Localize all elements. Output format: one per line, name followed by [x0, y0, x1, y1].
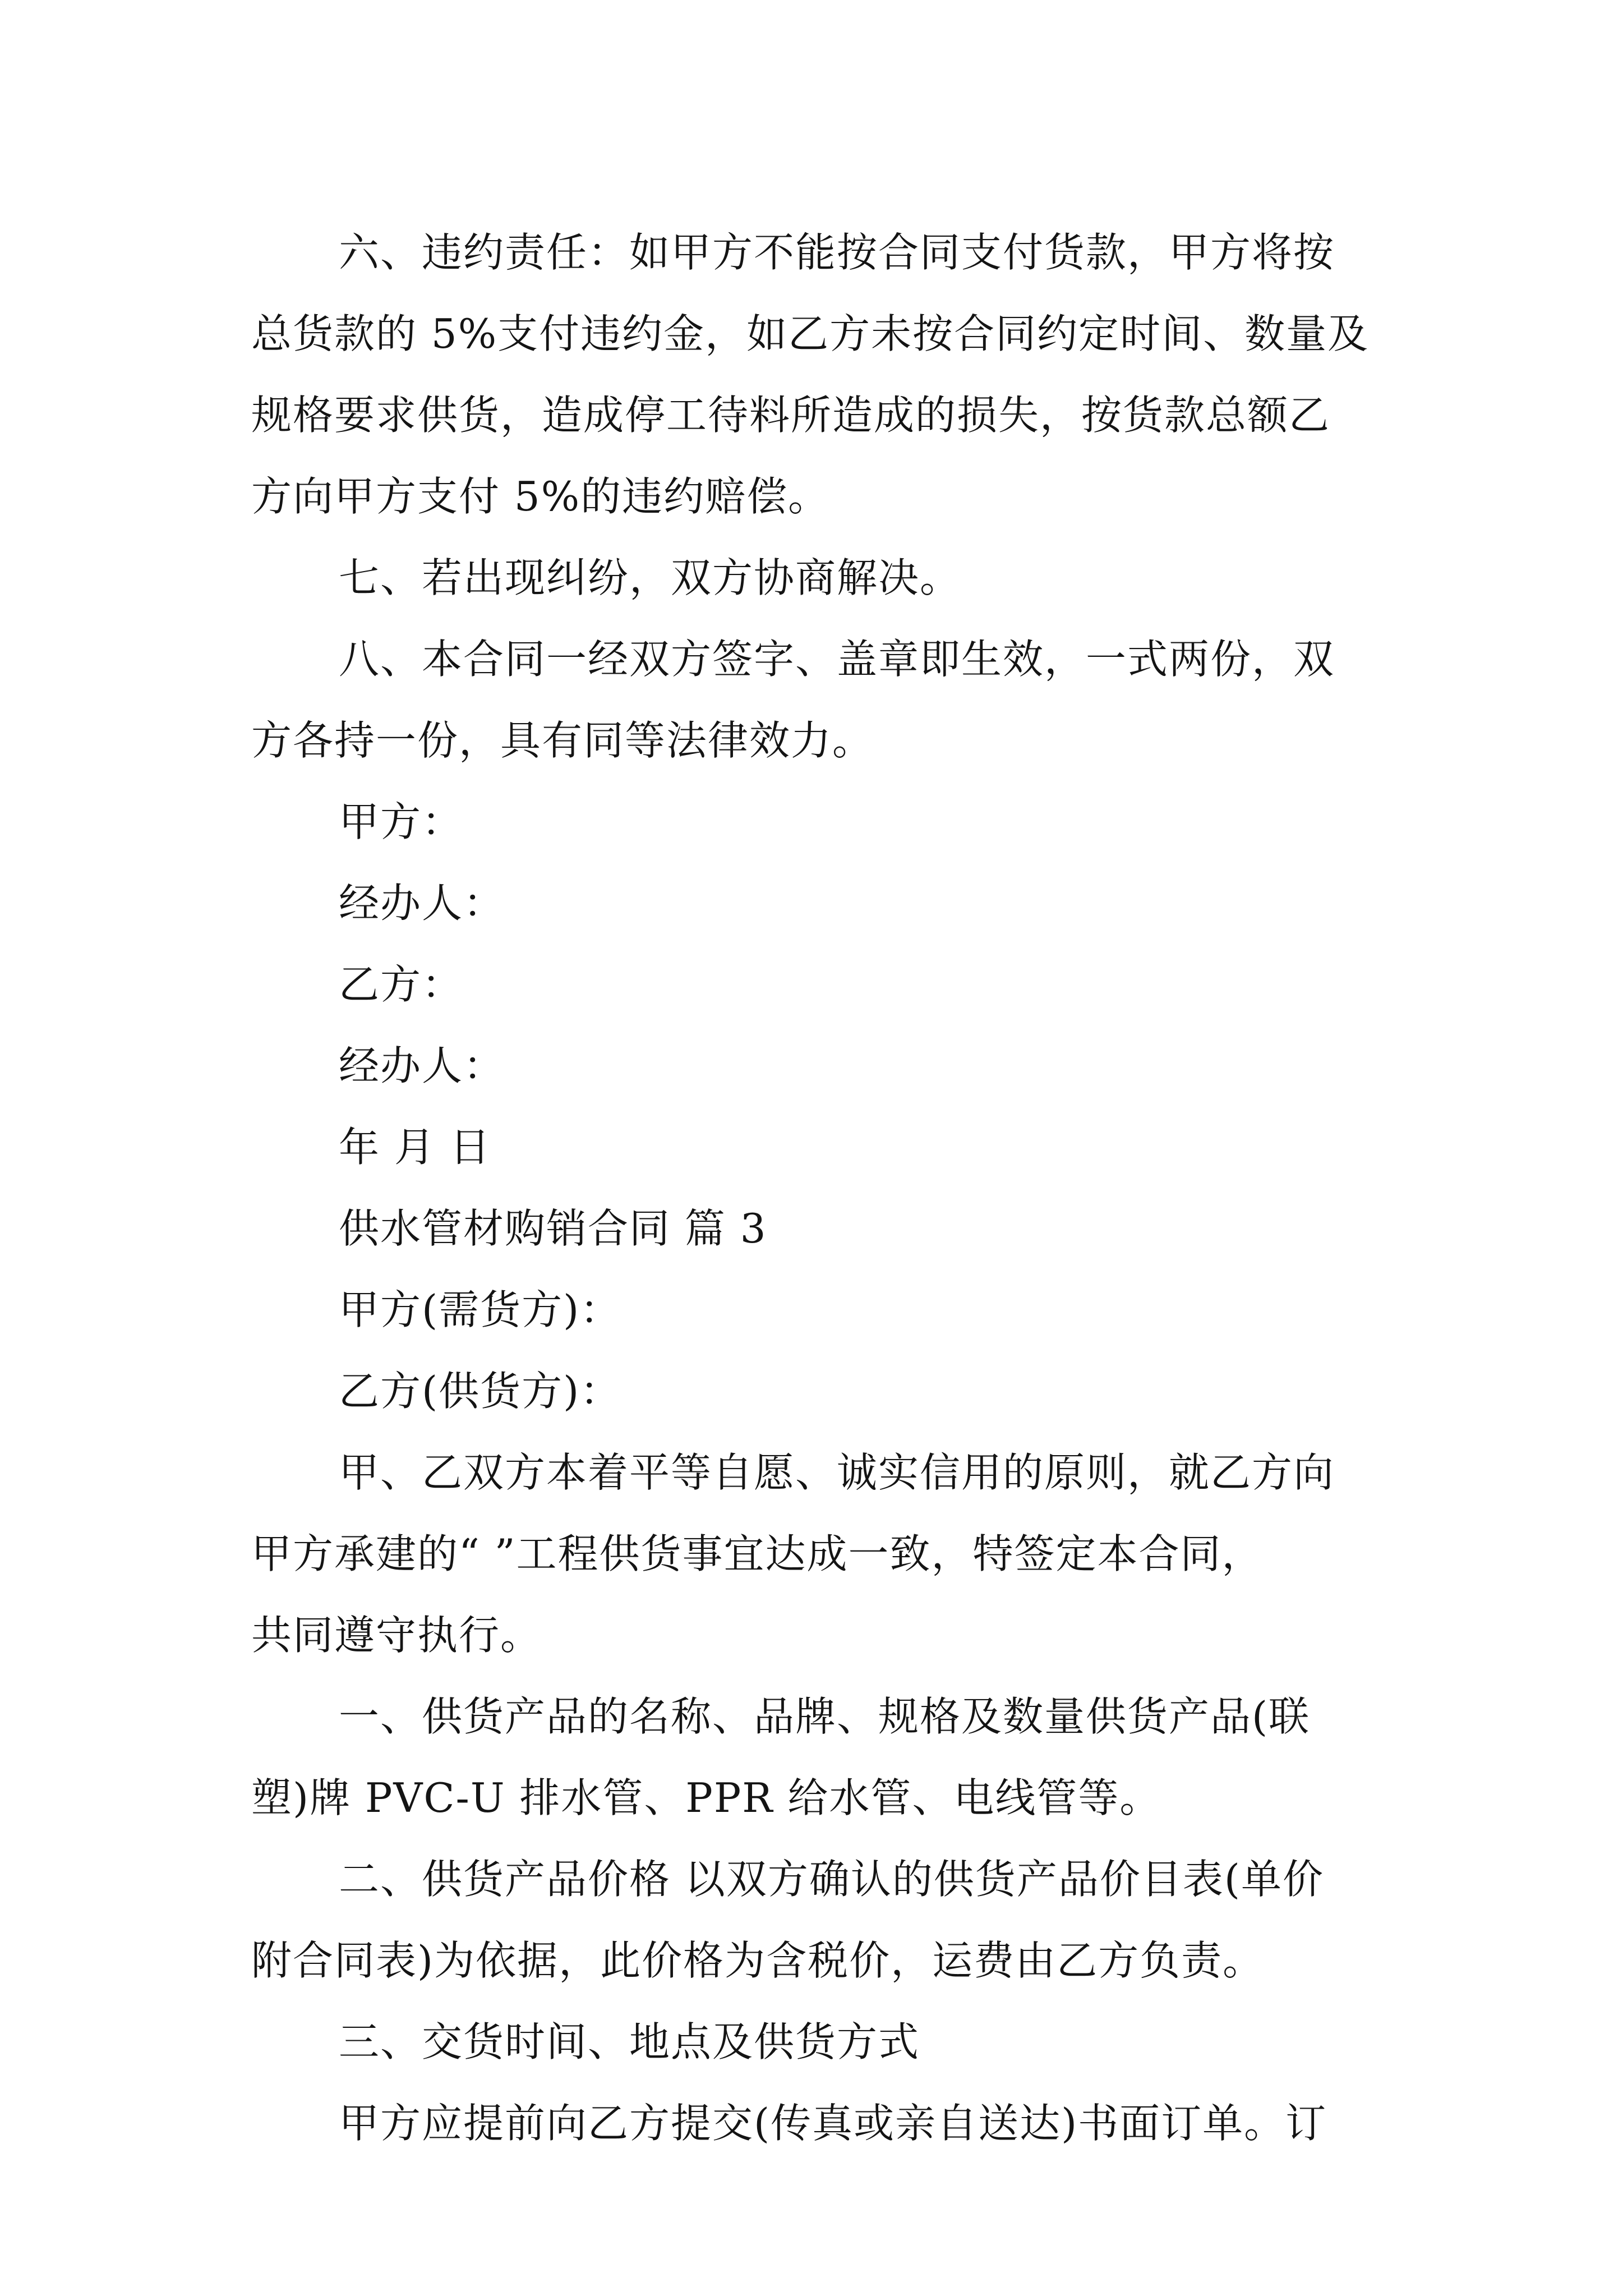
supplier-label: 乙方(供货方)：	[339, 1368, 622, 1415]
text-line: 规格要求供货，造成停工待料所造成的损失，按货款总额乙	[251, 392, 1331, 439]
text-line: 甲方承建的“ ”工程供货事宜达成一致，特签定本合同，	[251, 1530, 1264, 1577]
text-line: 共同遵守执行。	[251, 1612, 542, 1659]
text-line: 附合同表)为依据，此价格为含税价，运费由乙方负责。	[251, 1937, 1265, 1984]
handler-label: 经办人：	[339, 880, 505, 927]
text-line: 三、交货时间、地点及供货方式	[339, 2018, 920, 2065]
date-line: 年 月 日	[339, 1124, 491, 1171]
text-line: 方向甲方支付 5%的违约赔偿。	[251, 473, 830, 520]
party-a-label: 甲方：	[339, 798, 464, 845]
handler-label: 经办人：	[339, 1042, 505, 1089]
text-line: 一、供货产品的名称、品牌、规格及数量供货产品(联	[339, 1693, 1311, 1740]
text-line: 塑)牌 PVC-U 排水管、PPR 给水管、电线管等。	[251, 1774, 1161, 1821]
text-line: 总货款的 5%支付违约金，如乙方未按合同约定时间、数量及	[251, 310, 1370, 357]
text-line: 甲、乙双方本着平等自愿、诚实信用的原则，就乙方向	[339, 1449, 1335, 1496]
section-heading: 供水管材购销合同 篇 3	[339, 1205, 767, 1252]
party-b-label: 乙方：	[339, 961, 464, 1008]
text-line: 二、供货产品价格 以双方确认的供货产品价目表(单价	[339, 1856, 1324, 1903]
text-line: 甲方应提前向乙方提交(传真或亲自送达)书面订单。订	[339, 2100, 1327, 2147]
text-line: 方各持一份，具有同等法律效力。	[251, 717, 874, 764]
text-line: 六、违约责任：如甲方不能按合同支付货款，甲方将按	[339, 229, 1335, 276]
document-body	[251, 212, 1378, 2164]
text-line: 七、若出现纠纷，双方协商解决。	[339, 554, 962, 601]
text-line: 八、本合同一经双方签字、盖章即生效，一式两份，双	[339, 636, 1335, 683]
buyer-label: 甲方(需货方)：	[339, 1286, 622, 1333]
